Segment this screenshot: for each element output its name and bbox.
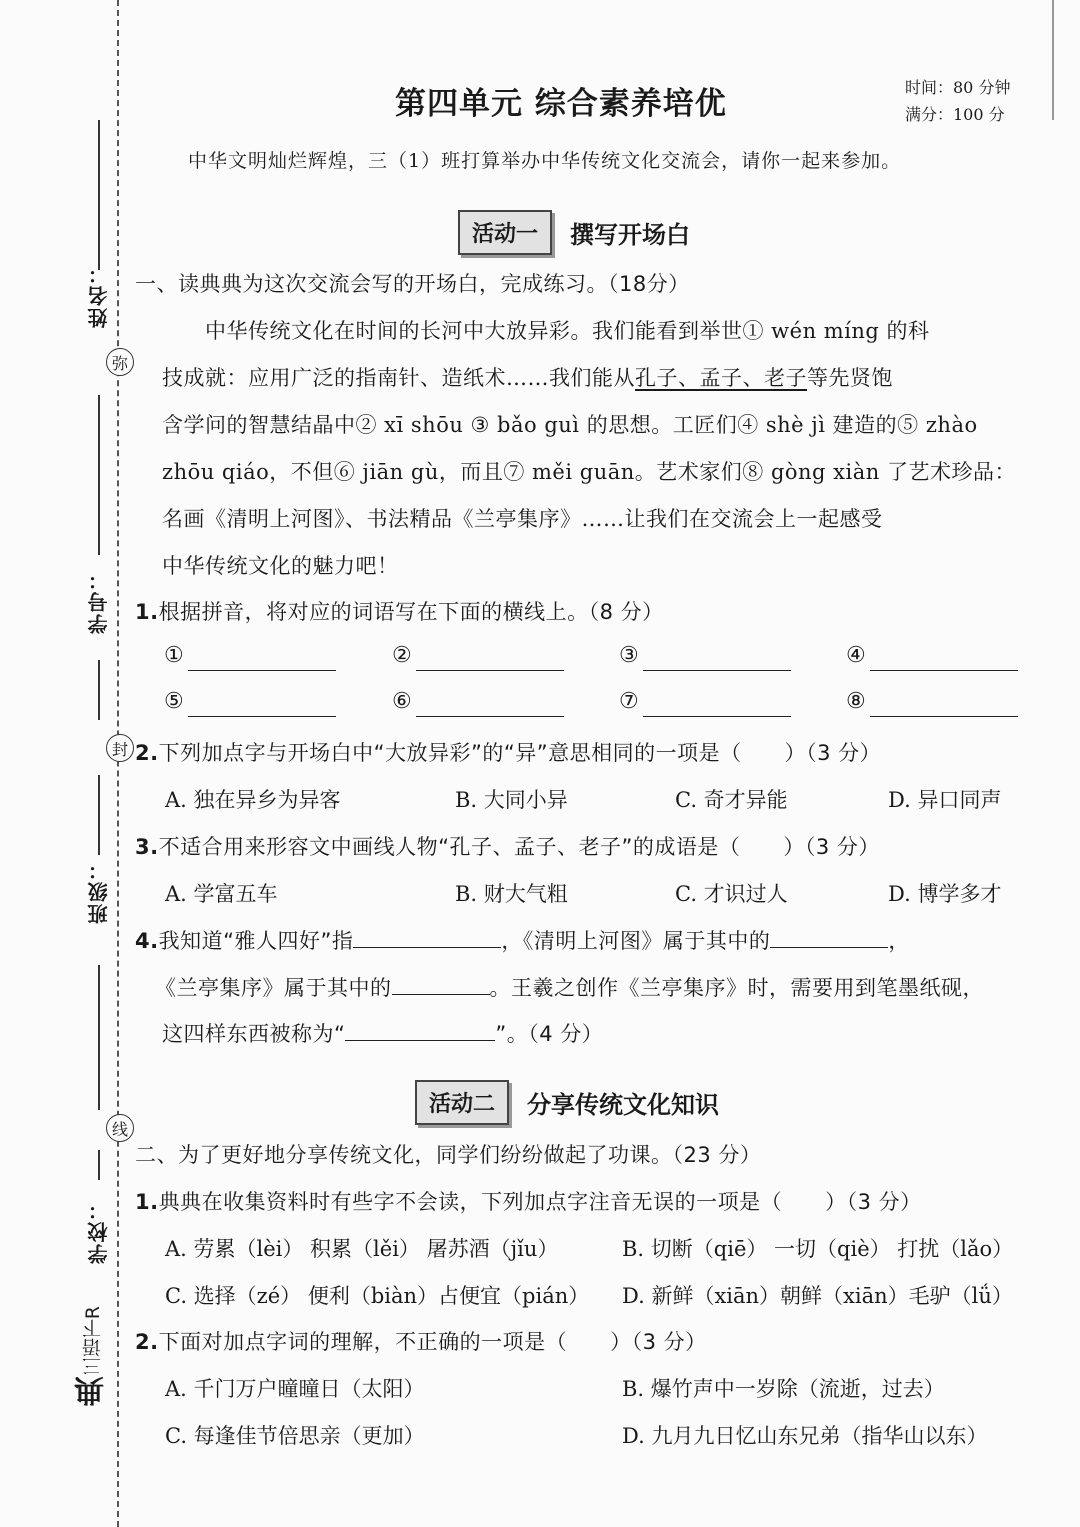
school-label: 学校： xyxy=(87,1198,111,1264)
passage-line-6: 中华传统文化的魅力吧！ xyxy=(162,554,399,578)
time-limit: 时间：80 分钟 xyxy=(905,78,1011,97)
activity2-tag: 活动二 xyxy=(415,1080,509,1125)
a2-q2-label: 2. xyxy=(135,1330,159,1354)
activity2-heading xyxy=(415,1080,719,1125)
answer-slot-1-label: ① xyxy=(164,643,184,668)
a1-q4-blank-3[interactable] xyxy=(392,974,490,995)
a1-q4-text-4: 《兰亭集序》属于其中的 xyxy=(155,976,392,1000)
activity1-tag: 活动一 xyxy=(458,210,552,255)
answer-slot-3[interactable] xyxy=(643,670,791,671)
a1-q1-label: 1. xyxy=(135,600,159,624)
brand-mark xyxy=(75,1306,110,1407)
page-title: 第四单元 综合素养培优 xyxy=(395,86,727,122)
a2-q2-text: 下面对加点字词的理解，不正确的一项是（ ）（3 分） xyxy=(158,1330,707,1354)
answer-slot-6[interactable] xyxy=(416,716,564,717)
school-write-line-top xyxy=(98,965,100,1110)
id-write-line xyxy=(98,395,100,555)
a1-q2-option-a[interactable]: A. 独在异乡为异客 xyxy=(165,788,341,812)
a1-question-1 xyxy=(135,596,664,626)
full-score: 满分：100 分 xyxy=(905,105,1005,124)
a1-question-4 xyxy=(135,925,910,955)
a1-question-3 xyxy=(135,831,880,861)
a1-q2-label: 2. xyxy=(135,741,159,765)
a2-question-2 xyxy=(135,1326,707,1356)
passage-line-2-b: 等先贤饱 xyxy=(807,366,893,390)
a1-q3-option-a[interactable]: A. 学富五车 xyxy=(165,882,278,906)
seal-feng: 封 xyxy=(106,734,134,762)
a1-q3-text: 不适合用来形容文中画线人物“孔子、孟子、老子”的成语是（ ）（3 分） xyxy=(158,835,880,859)
a1-q3-option-c[interactable]: C. 才识过人 xyxy=(675,882,788,906)
class-label: 班级： xyxy=(87,858,111,924)
a2-q2-option-b[interactable]: B. 爆竹声中一岁除（流逝，过去） xyxy=(622,1377,945,1401)
a1-q4-blank-4[interactable] xyxy=(345,1020,495,1041)
a1-q4-blank-1[interactable] xyxy=(353,927,501,948)
answer-slot-5[interactable] xyxy=(188,716,336,717)
a1-q3-option-b[interactable]: B. 财大气粗 xyxy=(455,882,568,906)
a1-question-2 xyxy=(135,737,881,767)
a1-q1-text: 根据拼音，将对应的词语写在下面的横线上。（8 分） xyxy=(158,600,664,624)
passage-underlined-people: 孔子、孟子、老子 xyxy=(635,366,807,390)
answer-slot-1[interactable] xyxy=(188,670,336,671)
answer-slot-3-label: ③ xyxy=(619,643,639,668)
a1-q4-text-1: 我知道“雅人四好”指 xyxy=(158,929,354,953)
a1-q4-text-6: 这四样东西被称为“ xyxy=(162,1022,346,1046)
answer-slot-8-label: ⑧ xyxy=(846,689,866,714)
class-write-line-top xyxy=(98,660,100,720)
class-write-line xyxy=(98,775,100,855)
intro-text: 中华文明灿烂辉煌，三（1）班打算举办中华传统文化交流会，请你一起来参加。 xyxy=(188,150,902,172)
a1-q2-option-c[interactable]: C. 奇才异能 xyxy=(675,788,788,812)
brand-logo: 典 xyxy=(75,1376,110,1407)
a1-q3-option-d[interactable]: D. 博学多才 xyxy=(888,882,1002,906)
a2-question-1 xyxy=(135,1186,922,1216)
answer-slot-7[interactable] xyxy=(643,716,791,717)
a1-q4-text-5: 。王羲之创作《兰亭集序》时，需要用到笔墨纸砚， xyxy=(489,976,984,1000)
a2-q2-option-c[interactable]: C. 每逢佳节倍思亲（更加） xyxy=(165,1424,425,1448)
a2-q2-option-d[interactable]: D. 九月九日忆山东兄弟（指华山以东） xyxy=(622,1424,988,1448)
a2-q2-option-a[interactable]: A. 千门万户曈曈日（太阳） xyxy=(165,1377,425,1401)
section2-heading: 二、为了更好地分享传统文化，同学们纷纷做起了功课。（23 分） xyxy=(135,1143,762,1167)
id-label: 学号： xyxy=(87,568,111,634)
passage-line-5: 名画《清明上河图》、书法精品《兰亭集序》……让我们在交流会上一起感受 xyxy=(162,507,883,531)
a1-q2-option-d[interactable]: D. 异口同声 xyxy=(888,788,1002,812)
a1-q2-text: 下列加点字与开场白中“大放异彩”的“异”意思相同的一项是（ ）（3 分） xyxy=(158,741,882,765)
a1-question-4-line-2 xyxy=(155,972,984,1002)
seal-mi: 弥 xyxy=(106,348,134,376)
a2-q1-text: 典典在收集资料时有些字不会读，下列加点字注音无误的一项是（ ）（3 分） xyxy=(158,1190,922,1214)
section1-heading: 一、读典典为这次交流会写的开场白，完成练习。（18分） xyxy=(135,272,690,296)
answer-slot-7-label: ⑦ xyxy=(619,689,639,714)
passage-line-4: zhōu qiáo，不但⑥ jiān gù，而且⑦ měi guān。艺术家们⑧ gòng xiàn 了艺术珍品： xyxy=(162,460,1016,484)
a1-q2-option-b[interactable]: B. 大同小异 xyxy=(455,788,568,812)
a2-q1-option-c[interactable]: C. 选择（zé） 便利（biàn）占便宜（pián） xyxy=(165,1284,590,1308)
answer-slot-2-label: ② xyxy=(392,643,412,668)
passage-line-2 xyxy=(162,362,893,392)
answer-slot-5-label: ⑤ xyxy=(164,689,184,714)
answer-slot-8[interactable] xyxy=(870,716,1018,717)
page-edge-line xyxy=(1052,0,1054,120)
name-write-line xyxy=(98,120,100,270)
a2-q1-option-a[interactable]: A. 劳累（lèi） 积累（lěi） 屠苏酒（jǐu） xyxy=(165,1237,559,1261)
binding-dashed-line xyxy=(117,0,119,1527)
answer-slot-4-label: ④ xyxy=(846,643,866,668)
name-label: 姓名： xyxy=(87,262,111,328)
answer-slot-4[interactable] xyxy=(870,670,1018,671)
passage-line-2-a: 技成就：应用广泛的指南针、造纸术……我们能从 xyxy=(162,366,635,390)
a1-q4-text-2: ，《清明上河图》属于其中的 xyxy=(501,929,771,953)
activity1-heading xyxy=(458,210,690,255)
seal-xian: 线 xyxy=(106,1114,134,1142)
a1-q3-label: 3. xyxy=(135,835,159,859)
school-write-line xyxy=(98,1150,100,1180)
activity1-title: 撰写开场白 xyxy=(570,221,691,249)
a2-q1-option-b[interactable]: B. 切断（qiē） 一切（qiè） 打扰（lǎo） xyxy=(622,1237,1014,1261)
answer-slot-6-label: ⑥ xyxy=(392,689,412,714)
a2-q1-label: 1. xyxy=(135,1190,159,1214)
a1-q4-text-7: ”。（4 分） xyxy=(495,1022,604,1046)
a1-question-4-line-3 xyxy=(162,1018,603,1048)
a1-q4-text-3: ， xyxy=(888,929,910,953)
a1-q4-blank-2[interactable] xyxy=(770,927,888,948)
passage-line-3: 含学问的智慧结晶中② xī shōu ③ bǎo guì 的思想。工匠们④ shè jì 建造的⑤ zhào xyxy=(162,413,978,437)
answer-slot-2[interactable] xyxy=(416,670,564,671)
a2-q1-option-d[interactable]: D. 新鲜（xiān）朝鲜（xiān）毛驴（lǘ） xyxy=(622,1284,1013,1308)
passage-line-1: 中华传统文化在时间的长河中大放异彩。我们能看到举世① wén míng 的科 xyxy=(205,319,930,343)
activity2-title: 分享传统文化知识 xyxy=(527,1091,720,1119)
a1-q4-label: 4. xyxy=(135,929,159,953)
brand-text: 三语下R xyxy=(82,1306,104,1377)
